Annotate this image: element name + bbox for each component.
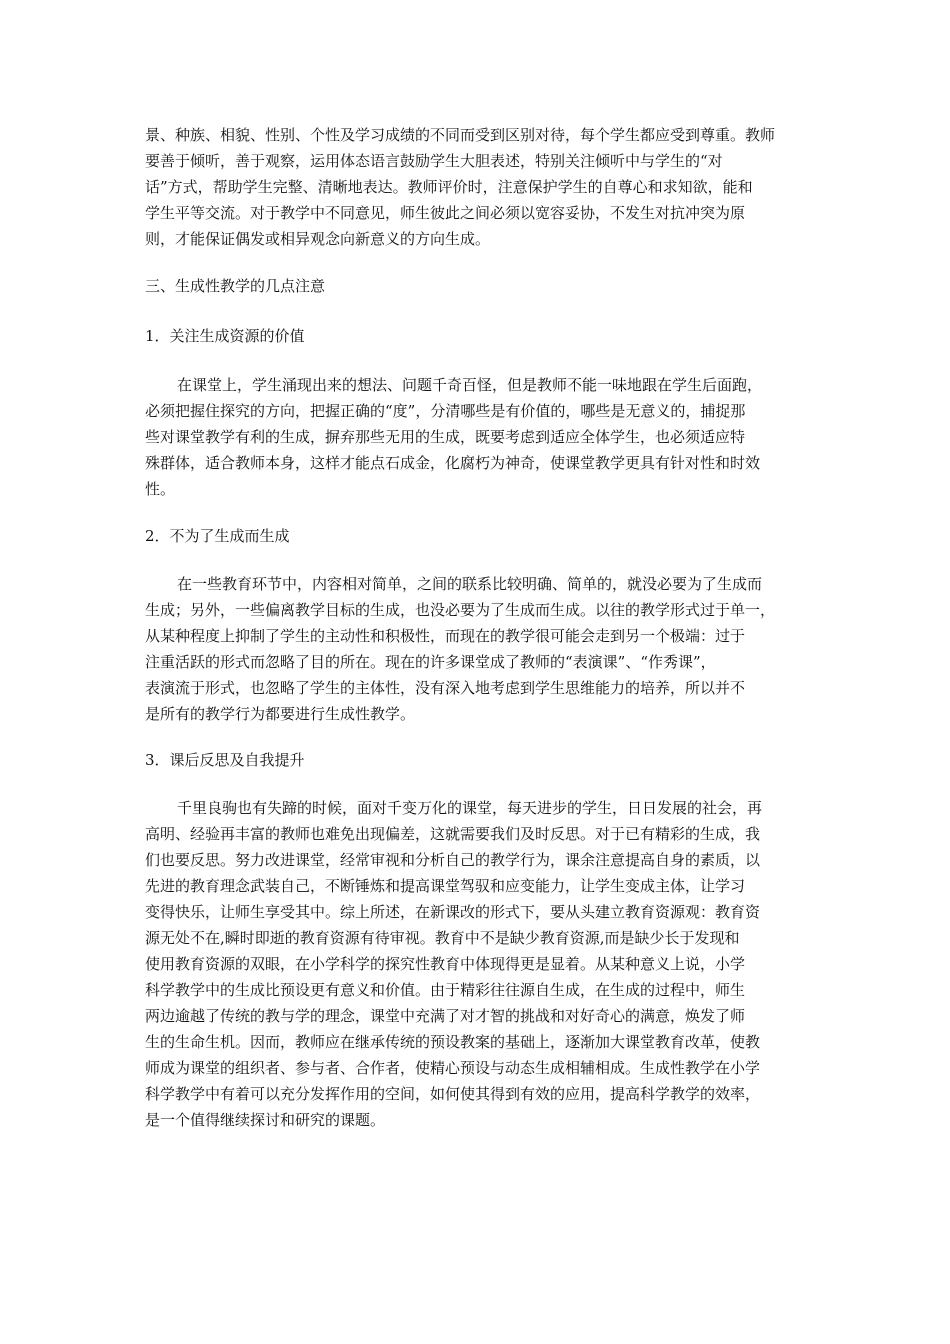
paragraph-line: 们也要反思。努力改进课堂，经常审视和分析自己的教学行为，课余注意提高自身的素质，以 bbox=[145, 851, 761, 869]
paragraph-line: 生成；另外，一些偏离教学目标的生成，也没必要为了生成而生成。以往的教学形式过于单一， bbox=[145, 601, 776, 619]
paragraph-line: 科学教学中有着可以充分发挥作用的空间，如何使其得到有效的应用，提高科学教学的效率， bbox=[145, 1085, 761, 1103]
intro-line-5: 则，才能保证偶发或相异观念向新意义的方向生成。 bbox=[145, 230, 491, 248]
paragraph-line: 在课堂上，学生涌现出来的想法、问题千奇百怪，但是教师不能一味地跟在学生后面跑， bbox=[177, 376, 763, 394]
paragraph-line: 高明、经验再丰富的教师也难免出现偏差，这就需要我们及时反思。对于已有精彩的生成，我 bbox=[145, 825, 761, 843]
paragraph-line: 些对课堂教学有利的生成，摒弃那些无用的生成，既要考虑到适应全体学生，也必须适应特 bbox=[145, 428, 746, 446]
paragraph-line: 是一个值得继续探讨和研究的课题。 bbox=[145, 1111, 386, 1129]
paragraph-line: 生的生命生机。因而，教师应在继承传统的预设教案的基础上，逐渐加大课堂教育改革，使教 bbox=[145, 1033, 761, 1051]
paragraph-line: 在一些教育环节中，内容相对简单，之间的联系比较明确、简单的，就没必要为了生成而 bbox=[177, 575, 763, 593]
intro-line-2: 要善于倾听，善于观察，运用体态语言鼓励学生大胆表述，特别关注倾听中与学生的“对 bbox=[145, 152, 723, 170]
section-heading: 三、生成性教学的几点注意 bbox=[145, 277, 326, 295]
paragraph-line: 源无处不在,瞬时即逝的教育资源有待审视。教育中不是缺少教育资源,而是缺少长于发现和 bbox=[145, 929, 740, 947]
subsection-title-1: 1．关注生成资源的价值 bbox=[145, 327, 305, 345]
paragraph-line: 注重活跃的形式而忽略了目的所在。现在的许多课堂成了教师的“表演课”、“作秀课”， bbox=[145, 653, 716, 671]
paragraph-line: 表演流于形式，也忽略了学生的主体性，没有深入地考虑到学生思维能力的培养，所以并不 bbox=[145, 679, 746, 697]
paragraph-line: 是所有的教学行为都要进行生成性教学。 bbox=[145, 705, 416, 723]
intro-line-1: 景、种族、相貌、性别、个性及学习成绩的不同而受到区别对待，每个学生都应受到尊重。教师 bbox=[145, 126, 776, 144]
intro-line-3: 话”方式，帮助学生完整、清晰地表达。教师评价时，注意保护学生的自尊心和求知欲，能和 bbox=[145, 178, 753, 196]
paragraph-line: 师成为课堂的组织者、参与者、合作者，使精心预设与动态生成相辅相成。生成性教学在小学 bbox=[145, 1059, 761, 1077]
paragraph-line: 使用教育资源的双眼，在小学科学的探究性教育中体现得更是显着。从某种意义上说，小学 bbox=[145, 955, 746, 973]
intro-line-4: 学生平等交流。对于教学中不同意见，师生彼此之间必须以宽容妥协，不发生对抗冲突为原 bbox=[145, 204, 746, 222]
subsection-title-2: 2．不为了生成而生成 bbox=[145, 527, 290, 545]
paragraph-line: 先进的教育理念武装自己，不断锤炼和提高课堂驾驭和应变能力，让学生变成主体，让学习 bbox=[145, 877, 746, 895]
paragraph-line: 千里良驹也有失蹄的时候，面对千变万化的课堂，每天进步的学生，日日发展的社会，再 bbox=[177, 799, 763, 817]
paragraph-line: 从某种程度上抑制了学生的主动性和积极性，而现在的教学很可能会走到另一个极端：过于 bbox=[145, 627, 746, 645]
paragraph-line: 两边逾越了传统的教与学的理念，课堂中充满了对才智的挑战和对好奇心的满意，焕发了师 bbox=[145, 1007, 746, 1025]
paragraph-line: 变得快乐，让师生享受其中。综上所述，在新课改的形式下，要从头建立教育资源观：教育资 bbox=[145, 903, 761, 921]
paragraph-line: 科学教学中的生成比预设更有意义和价值。由于精彩往往源自生成，在生成的过程中，师生 bbox=[145, 981, 746, 999]
paragraph-line: 性。 bbox=[145, 480, 176, 498]
paragraph-line: 殊群体，适合教师本身，这样才能点石成金，化腐朽为神奇，使课堂教学更具有针对性和时效 bbox=[145, 454, 761, 472]
subsection-title-3: 3．课后反思及自我提升 bbox=[145, 751, 305, 769]
paragraph-line: 必须把握住探究的方向，把握正确的“度”，分清哪些是有价值的，哪些是无意义的，捕捉那 bbox=[145, 402, 746, 420]
